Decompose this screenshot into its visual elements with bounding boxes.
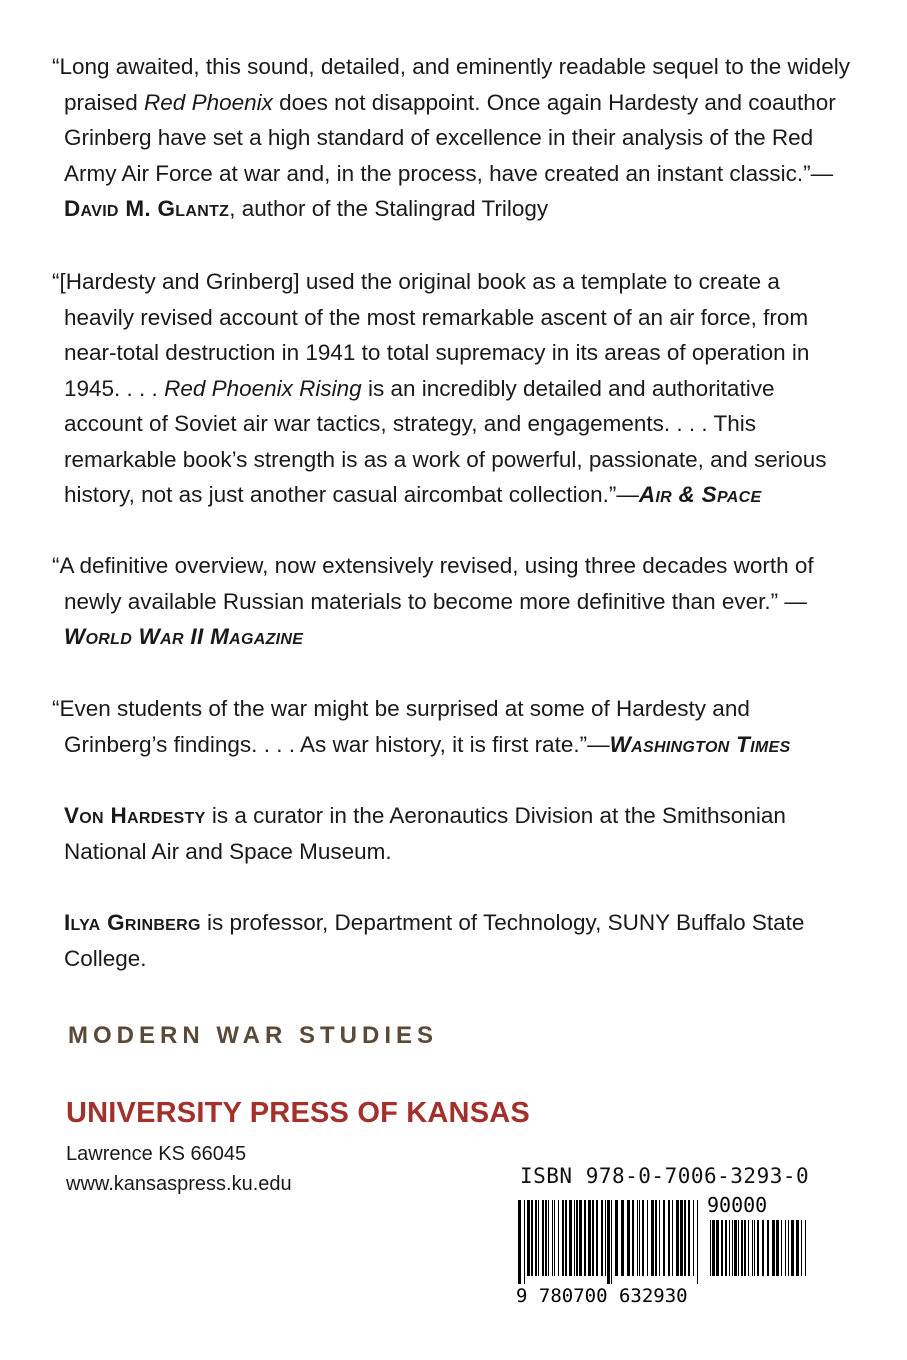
barcode-bar <box>527 1200 530 1276</box>
barcode-bar <box>518 1200 521 1284</box>
barcode-bar <box>637 1200 638 1276</box>
barcode-bar <box>801 1220 802 1276</box>
blurb-text: does not disappoint. Once again Hardesty and coauthor Grinberg have set a high standard of excellence in their analysis of the Red Army Air Force at war and, in the process, have created an instant classic.”— <box>64 89 836 186</box>
barcode-bar <box>762 1220 764 1276</box>
barcode-bar <box>785 1220 786 1276</box>
barcode-bar <box>588 1200 591 1276</box>
blurb-text: “Even students of the war might be surprised at some of Hardesty and Grinberg’s findings. . . . As war history, it is first rate.”— <box>52 696 750 757</box>
author-name: Von Hardesty <box>64 803 206 828</box>
blurb-text: “Long awaited, this sound, detailed, and eminently readable sequel to the widely praised <box>52 54 851 115</box>
barcode-bar <box>676 1200 679 1276</box>
barcode-bar <box>716 1220 719 1276</box>
blurb-text: is an incredibly detailed and authoritative account of Soviet air war tactics, strategy, and engagements. . . . This remarkable book’s strength is as a work of powerful, passionate, and serious history, not as just another casual aircombat collection.”— <box>64 375 827 507</box>
barcode-bar <box>651 1200 654 1276</box>
blurb-title: Red Phoenix <box>144 89 273 115</box>
blurb-washington-times <box>52 691 854 762</box>
barcode-bar <box>548 1200 549 1276</box>
barcode-bar <box>569 1200 572 1276</box>
barcode-ean-digits: 9 780700 632930 <box>516 1285 688 1307</box>
barcode-bar <box>545 1200 547 1276</box>
barcode-bar <box>596 1200 598 1276</box>
barcode-bar <box>741 1220 743 1276</box>
barcode-bar <box>632 1200 634 1276</box>
publisher-address: Lawrence KS 66045 <box>66 1143 247 1165</box>
publisher-website: www.kansaspress.ku.edu <box>66 1173 292 1195</box>
barcode-bar <box>672 1200 673 1276</box>
barcode-bar <box>776 1220 779 1276</box>
barcode-bar <box>805 1220 806 1276</box>
barcode-bar <box>796 1220 799 1276</box>
barcode-bar <box>642 1200 644 1276</box>
barcode-bar <box>744 1220 746 1276</box>
barcode-bar <box>611 1200 612 1284</box>
barcode-bar <box>738 1220 739 1276</box>
blurb-attribution: David M. Glantz <box>64 196 230 221</box>
blurb-attribution-suffix: , author of the Stalingrad Trilogy <box>229 196 549 221</box>
series-label: MODERN WAR STUDIES <box>68 1022 439 1049</box>
barcode-bar <box>552 1200 553 1276</box>
barcode-bar <box>684 1200 686 1276</box>
author-bio-text: is professor, Department of Technology, SUNY Buffalo State College. <box>64 910 805 971</box>
author-bio-text: is a curator in the Aeronautics Division at the Smithsonian National Air and Space Museum. <box>64 803 786 864</box>
barcode-bar <box>584 1200 586 1276</box>
barcode-bar <box>605 1200 606 1276</box>
barcode-bar <box>565 1200 567 1276</box>
barcode-icon <box>510 1190 820 1308</box>
barcode-bar <box>558 1200 559 1276</box>
barcode-bar <box>615 1200 618 1276</box>
barcode-bar <box>524 1200 525 1284</box>
barcode-bar <box>725 1220 727 1276</box>
barcode-bar <box>659 1200 660 1276</box>
barcode-bar <box>579 1200 582 1276</box>
barcode-bar <box>607 1200 610 1284</box>
barcode-bar <box>639 1200 640 1276</box>
blurb-title: Red Phoenix Rising <box>164 375 362 401</box>
barcode-bar <box>748 1220 749 1276</box>
barcode-bar <box>542 1200 544 1276</box>
barcode-bar <box>668 1200 670 1276</box>
barcode-bar <box>554 1200 555 1276</box>
author-bio-hardesty <box>64 798 854 869</box>
barcode-bar <box>663 1200 665 1276</box>
barcode-bar <box>767 1220 769 1276</box>
barcode-bar <box>757 1220 759 1276</box>
barcode-bar <box>732 1220 733 1276</box>
barcode-bar <box>627 1200 630 1276</box>
blurb-attribution: Washington Times <box>609 731 791 757</box>
barcode-bar <box>788 1220 789 1276</box>
barcode-bar <box>781 1220 782 1276</box>
blurb-attribution: Air & Space <box>638 482 762 507</box>
barcode-bar <box>576 1200 578 1276</box>
barcode-bar <box>535 1200 537 1276</box>
barcode-bar <box>601 1200 603 1276</box>
author-name: Ilya Grinberg <box>64 910 201 935</box>
barcode-bar <box>772 1220 775 1276</box>
blurb-wwii-magazine <box>52 548 854 655</box>
publisher-name: UNIVERSITY PRESS OF KANSAS <box>66 1097 530 1129</box>
barcode-bar <box>538 1200 539 1276</box>
barcode-bar <box>688 1200 690 1276</box>
barcode-bar <box>710 1220 711 1276</box>
barcode-bar <box>574 1200 575 1276</box>
barcode-bar <box>721 1220 723 1276</box>
barcode-addon-digits: 90000 <box>707 1193 768 1217</box>
blurb-glantz <box>52 49 854 227</box>
blurb-air-space <box>52 264 854 513</box>
blurb-text: “[Hardesty and Grinberg] used the original book as a template to create a heavily revised account of the most remarkable ascent of an air force, from near-total destruction in 1941 to total supremacy in its areas of operation in 1945. . . . <box>52 269 810 401</box>
barcode-bar <box>531 1200 533 1276</box>
barcode-bar <box>680 1200 683 1276</box>
author-bio-grinberg <box>64 905 854 976</box>
barcode-bar <box>592 1200 594 1276</box>
barcode-bar <box>729 1220 730 1276</box>
barcode-bar <box>734 1220 737 1276</box>
blurb-attribution: World War II Magazine <box>64 624 304 649</box>
barcode-bar <box>562 1200 564 1276</box>
barcode-bar <box>693 1200 694 1276</box>
barcode-bar <box>791 1220 794 1276</box>
barcode-bar <box>621 1200 624 1276</box>
isbn-label: ISBN 978-0-7006-3293-0 <box>520 1164 810 1188</box>
blurb-text: “A definitive overview, now extensively revised, using three decades worth of newly available Russian materials to become more definitive than ever.” — <box>52 553 814 614</box>
barcode-bar <box>655 1200 657 1276</box>
barcode-bar <box>754 1220 755 1276</box>
barcode-bar <box>697 1200 698 1284</box>
barcode-bar <box>752 1220 753 1276</box>
barcode-bar <box>647 1200 648 1276</box>
barcode-bar <box>712 1220 715 1276</box>
